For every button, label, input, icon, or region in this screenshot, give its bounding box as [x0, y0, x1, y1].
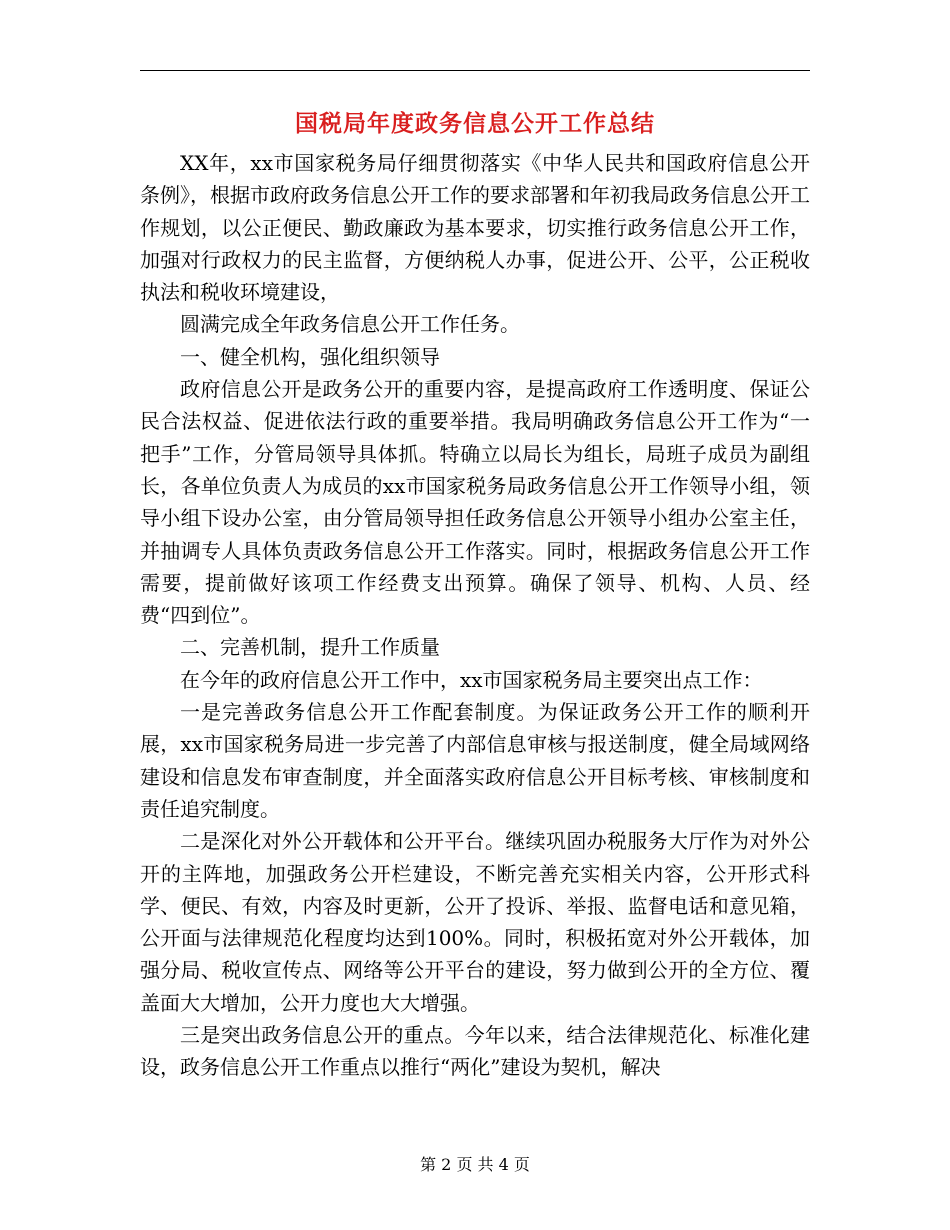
paragraph-section-1: 政府信息公开是政务公开的重要内容，是提高政府工作透明度、保证公民合法权益、促进依法行政的重要举措。我局明确政务信息公开工作为“一把手”工作，分管局领导具体抓。特确立以局长为组长，局班子成员为副组长，各单位负责人为成员的xx市国家税务局政务信息公开工作领导小组，领导小组下设办公室，由分管局领导担任政务信息公开领导小组办公室主任，并抽调专人具体负责政务信息公开工作落实。同时，根据政务信息公开工作需要，提前做好该项工作经费支出预算。确保了领导、机构、人员、经费“四到位”。 — [140, 377, 810, 628]
paragraph-point-2: 二是深化对外公开载体和公开平台。继续巩固办税服务大厅作为对外公开的主阵地，加强政务公开栏建设，不断完善充实相关内容，公开形式科学、便民、有效，内容及时更新，公开了投诉、举报、监督电话和意见箱，公开面与法律规范化程度均达到100%。同时，积极拓宽对外公开载体，加强分局、税收宣传点、网络等公开平台的建设，努力做到公开的全方位、覆盖面大大增加，公开力度也大大增强。 — [140, 829, 810, 1015]
paragraph-point-1: 一是完善政务信息公开工作配套制度。为保证政务公开工作的顺利开展，xx市国家税务局进一步完善了内部信息审核与报送制度，健全局域网络建设和信息发布审查制度，并全面落实政府信息公开目标考核、审核制度和责任追究制度。 — [140, 700, 810, 821]
header-rule — [140, 70, 810, 71]
paragraph-point-3: 三是突出政务信息公开的重点。今年以来，结合法律规范化、标准化建设，政务信息公开工作重点以推行“两化”建设为契机，解决 — [140, 1023, 810, 1080]
document-body — [140, 147, 810, 1084]
section-heading-1: 一、健全机构，强化组织领导 — [180, 344, 440, 369]
section-heading-2: 二、完善机制，提升工作质量 — [180, 635, 440, 660]
document-title: 国税局年度政务信息公开工作总结 — [295, 110, 655, 137]
paragraph-intro: XX年，xx市国家税务局仔细贯彻落实《中华人民共和国政府信息公开条例》，根据市政府政务信息公开工作的要求部署和年初我局政务信息公开工作规划，以公正便民、勤政廉政为基本要求，切实推行政务信息公开工作，加强对行政权力的民主监督，方便纳税人办事，促进公开、公平，公正税收执法和税收环境建设， — [140, 151, 810, 305]
paragraph-intro-conclusion: 圆满完成全年政务信息公开工作任务。 — [180, 312, 520, 337]
page-number-footer: 第 2 页 共 4 页 — [420, 1155, 530, 1174]
paragraph-section-2-intro: 在今年的政府信息公开工作中，xx市国家税务局主要突出点工作： — [180, 667, 763, 692]
